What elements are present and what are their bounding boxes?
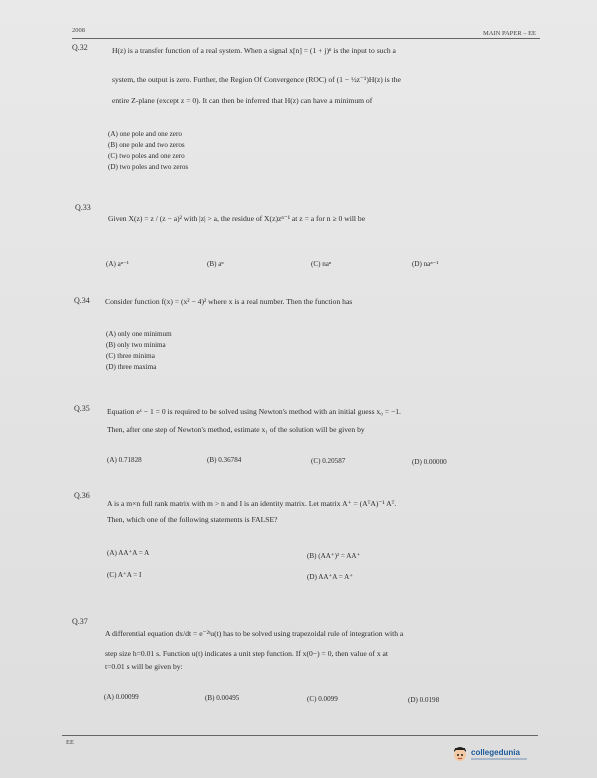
option: (C) naⁿ: [311, 260, 332, 268]
question-text: system, the output is zero. Further, the Region Of Convergence (ROC) of (1 − ½z⁻¹)H(z) is the: [112, 75, 401, 84]
option: (D) 0.00000: [412, 458, 447, 466]
question-text: A differential equation dx/dt = e⁻²ᵗu(t) has to be solved using trapezoidal rule of integration with a: [105, 629, 404, 638]
option: (D) two poles and two zeros: [108, 163, 189, 171]
question-text: A is a m×n full rank matrix with m > n and I is an identity matrix. Let matrix A⁺ = (AᵀA)⁻¹ Aᵀ.: [107, 499, 397, 508]
option: (C) 0.20587: [311, 457, 346, 465]
question-text: t=0.01 s will be given by:: [105, 662, 183, 671]
option: (B) (AA⁺)² = AA⁺: [307, 552, 361, 560]
header-paper: MAIN PAPER – EE: [483, 30, 537, 37]
question-number: Q.35: [74, 404, 90, 413]
option: (C) 0.0099: [307, 695, 338, 703]
option: (D) naⁿ⁻¹: [412, 260, 439, 268]
option: (A) AA⁺A = A: [107, 549, 150, 557]
brand-logo: [452, 743, 562, 765]
option: (B) aⁿ: [207, 260, 224, 268]
option: (B) only two minima: [106, 341, 166, 349]
option: (A) aⁿ⁻¹: [106, 260, 129, 268]
option: (C) two poles and one zero: [108, 152, 185, 160]
option: (A) one pole and one zero: [108, 130, 182, 138]
question-text: entire Z-plane (except z = 0). It can then be inferred that H(z) can have a minimum of: [112, 96, 373, 105]
mascot-icon: [452, 745, 468, 763]
option: (A) 0.71828: [107, 456, 142, 464]
question-text: Given X(z) = z / (z − a)² with |z| > a, the residue of X(z)zⁿ⁻¹ at z = a for n ≥ 0 will be: [108, 214, 366, 223]
option: (A) only one minimum: [106, 330, 172, 338]
question-number: Q.36: [74, 491, 90, 500]
option: (B) 0.36784: [207, 456, 242, 464]
option: (B) 0.00495: [205, 694, 240, 702]
option: (A) 0.00099: [104, 693, 139, 701]
option: (D) three maxima: [106, 363, 157, 371]
brand-name: collegedunia: [471, 748, 520, 757]
question-number: Q.32: [72, 43, 88, 52]
option: (B) one pole and two zeros: [108, 141, 185, 149]
question-text: Then, which one of the following statements is FALSE?: [107, 515, 278, 524]
question-number: Q.37: [72, 617, 88, 626]
question-text: Equation eˣ − 1 = 0 is required to be solved using Newton's method with an initial guess x₀ = −1.: [107, 407, 401, 416]
question-text: H(z) is a transfer function of a real system. When a signal x[n] = (1 + j)ⁿ is the input to such a: [112, 46, 396, 55]
option: (C) three minima: [106, 352, 155, 360]
question-text: step size h=0.01 s. Function u(t) indicates a unit step function. If x(0−) = 0, then value of x at: [105, 649, 388, 658]
option: (D) 0.0198: [408, 696, 440, 704]
header-year: 2008: [72, 27, 85, 34]
option: (D) AA⁺A = A⁺: [307, 573, 353, 581]
brand-tagline-line: [471, 758, 527, 760]
question-number: Q.33: [75, 203, 91, 212]
header-rule: [72, 38, 540, 39]
question-number: Q.34: [74, 296, 90, 305]
footer-code: EE: [66, 739, 74, 746]
footer-rule: [62, 735, 538, 736]
question-text: Then, after one step of Newton's method, estimate x₁ of the solution will be given by: [107, 425, 365, 434]
question-text: Consider function f(x) = (x² − 4)² where x is a real number. Then the function has: [105, 297, 353, 306]
option: (C) A⁺A = I: [107, 571, 142, 579]
